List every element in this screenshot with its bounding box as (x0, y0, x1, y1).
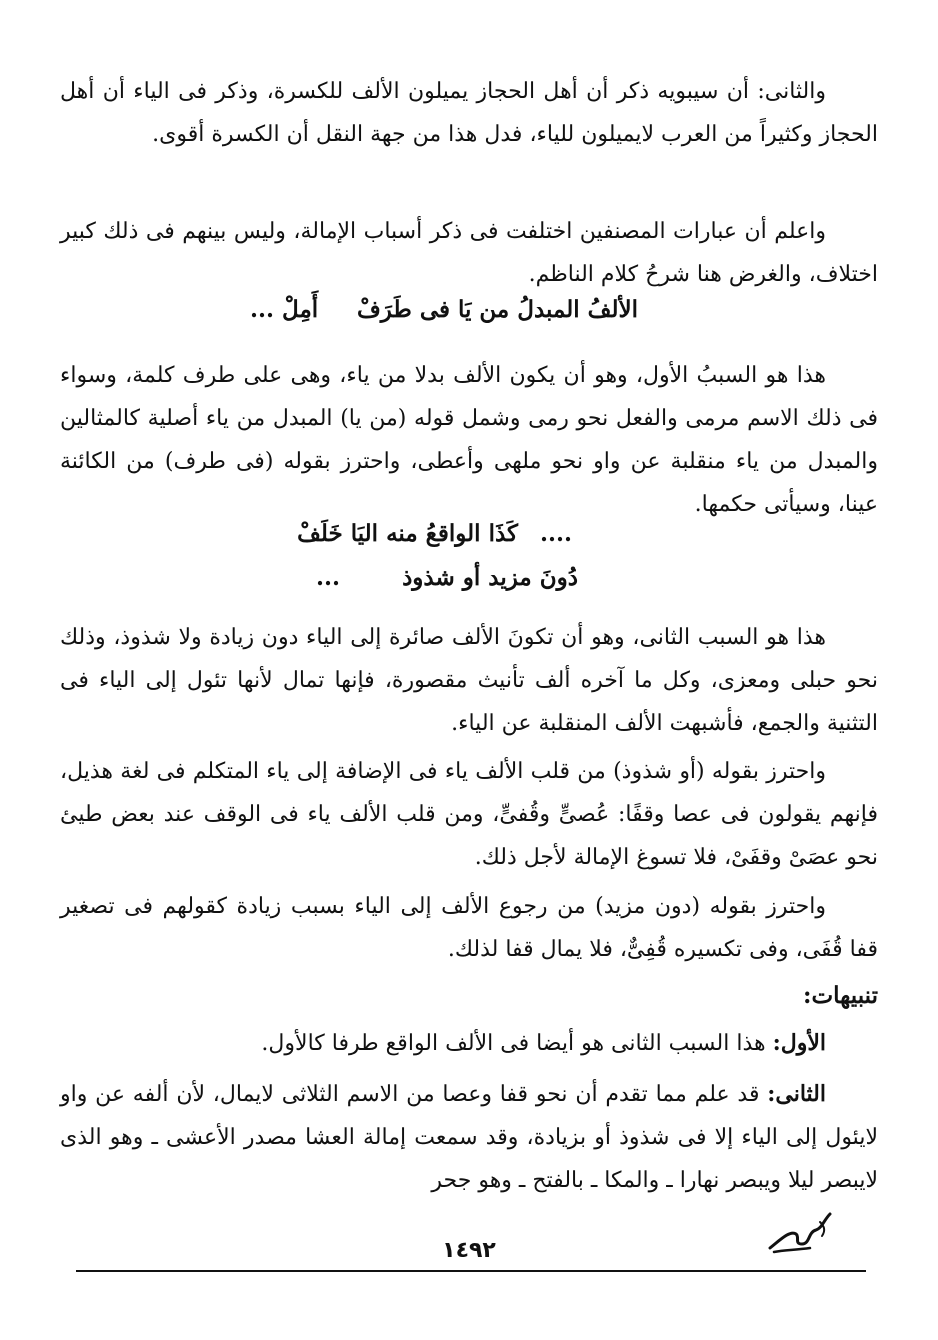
tanbihat-second (60, 1073, 878, 1202)
tanbihat-first (60, 1022, 878, 1065)
paragraph-3: هذا هو السببُ الأول، وهو أن يكون الألف بدلا من ياء، وهى على طرف كلمة، وسواء فى ذلك الاسم مرمى والفعل نحو رمى وشمل قوله (من يا) المبدل من ياء أصلية كالمثالين والمبدل من ياء منقلبة عن واو نحو ملهى وأعطى، واحترز بقوله (فى طرف) من الكائنة عينا، وسيأتى حكمها. (60, 363, 878, 517)
verse-3-part-2: ... (316, 564, 341, 591)
tanbihat-first-label: الأول: (772, 1030, 826, 1056)
tanbihat-heading: تنبيهات: (803, 982, 878, 1009)
tanbihat-second-label: الثانى: (767, 1081, 826, 1107)
verse-3-part-1: دُونَ مزيد أو شذوذ (402, 564, 578, 591)
verse-2-part-2: كَذَا الواقعُ منه اليَا خَلَفْ (297, 520, 518, 547)
verse-1-part-1: الألفُ المبدلُ من يَا فى طَرَفْ (356, 296, 638, 323)
verse-2-part-1: .... (540, 520, 573, 547)
publisher-logo-icon (760, 1200, 840, 1260)
paragraph-5: واحترز بقوله (أو شذوذ) من قلب الألف ياء فى الإضافة إلى ياء المتكلم فى لغة هذيل، فإنهم يقولون فى عصا وقفًا: عُصىٍّ وقُفىٍّ، ومن قلب الألف ياء فى الوقف عند بعض طيئ نحو عصَىْ وقفَىْ، فلا تسوغ الإمالة لأجل ذلك. (60, 759, 878, 870)
paragraph-1: والثانى: أن سيبويه ذكر أن أهل الحجاز يميلون الألف للكسرة، وذكر فى الياء أن أهل الحجاز وكثيراً من العرب لايميلون للياء، فدل هذا من جهة النقل أن الكسرة أقوى. (60, 79, 878, 147)
paragraph-2: واعلم أن عبارات المصنفين اختلفت فى ذكر أسباب الإمالة، وليس بينهم فى ذلك كبير اختلاف، والغرض هنا شرحُ كلام الناظم. (60, 219, 878, 287)
tanbihat-second-text: قد علم مما تقدم أن نحو قفا وعصا من الاسم الثلاثى لايمال، لأن ألفه عن واو لايئول إلى الياء إلا فى شذوذ أو بزيادة، وقد سمعت إمالة العشا مصدر الأعشى ـ وهو الذى لايبصر ليلا ويبصر نهارا ـ والمكا ـ بالفتح ـ وهو جحر (60, 1082, 878, 1193)
paragraph-4: هذا هو السبب الثانى، وهو أن تكونَ الألف صائرة إلى الياء دون زيادة ولا شذوذ، وذلك نحو حبلى ومعزى، وكل ما آخره ألف تأنيث مقصورة، فإنها تمال لأنها تئول إلى الياء فى التثنية والجمع، فأشبهت الألف المنقلبة عن الياء. (60, 625, 878, 736)
page-number: ١٤٩٢ (442, 1238, 496, 1263)
verse-1-part-2: أَمِلْ ... (250, 296, 319, 323)
footer-divider (76, 1270, 866, 1272)
paragraph-6: واحترز بقوله (دون مزيد) من رجوع الألف إلى الياء بسبب زيادة كقولهم فى تصغير قفا قُفَى، وفى تكسيره قُفِىٌّ، فلا يمال قفا لذلك. (60, 894, 878, 962)
tanbihat-first-text: هذا السبب الثانى هو أيضا فى الألف الواقع طرفا كالأول. (261, 1031, 766, 1056)
